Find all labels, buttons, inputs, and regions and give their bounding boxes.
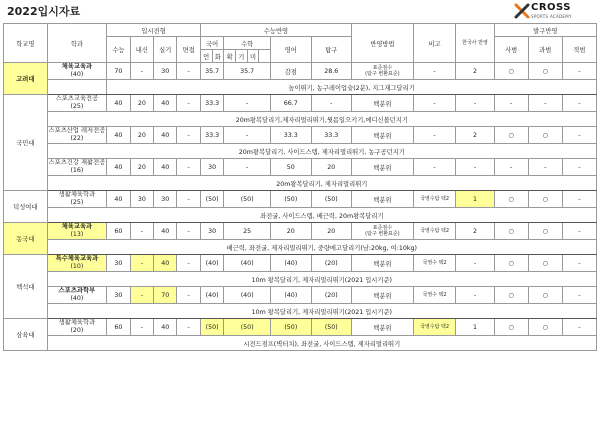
- silgi-value: 40: [154, 255, 177, 272]
- header-school: 학교명: [4, 24, 48, 63]
- bigo-value: 국영수탐 택2: [413, 319, 456, 336]
- bigo-value: -: [413, 127, 456, 144]
- hangu-value: -: [456, 287, 494, 304]
- dept-cell: [47, 319, 107, 336]
- header-naesin: 내신: [130, 37, 153, 63]
- note-text: 시전드점프(벽터치), 좌전굴, 사이드스텝, 제자리멀리뛰기: [47, 336, 596, 351]
- naesin-value: -: [130, 223, 153, 240]
- jeok-value: -: [562, 223, 596, 240]
- kor-value: (40): [200, 287, 223, 304]
- math-value: (40): [224, 287, 271, 304]
- header-gwa: 과범: [528, 37, 562, 63]
- hangu-value: 1: [456, 319, 494, 336]
- method-cell: [352, 223, 414, 240]
- su-value: 40: [107, 191, 130, 208]
- note-row: [4, 240, 597, 255]
- bigo-value: 국영수탐 택2: [413, 223, 456, 240]
- header-mi: 미: [247, 50, 259, 63]
- myeonjeop-value: -: [177, 95, 200, 112]
- logo-subtitle: SPORTS ACADEMY: [531, 14, 572, 19]
- page-title: 2022입시자료: [7, 5, 81, 18]
- kor-value: (50): [200, 319, 223, 336]
- math-value: (50): [224, 191, 271, 208]
- eng-value: (50): [271, 319, 311, 336]
- header-hangu: 한국사 반영: [456, 24, 494, 63]
- dept-count: (16): [70, 167, 84, 174]
- kor-value: 35.7: [200, 63, 223, 80]
- dept-name: 체육교육과: [61, 223, 93, 230]
- note-text: 20m왕복달리기,제자리멀리뛰기,윗몸일으키기,메디신볼던지기: [47, 112, 596, 127]
- logo-word: CROSS: [531, 2, 571, 13]
- naesin-value: 20: [130, 127, 153, 144]
- su-value: 70: [107, 63, 130, 80]
- table-row: [4, 287, 597, 304]
- hangu-value: 1: [456, 191, 494, 208]
- note-text: 좌전굴, 사이드스텝, 배근력, 20m왕복달리기: [47, 208, 596, 223]
- gwa-value: ○: [528, 255, 562, 272]
- kor-value: (40): [200, 255, 223, 272]
- school-name: 삼육대: [4, 319, 48, 351]
- silgi-value: 30: [154, 63, 177, 80]
- myeonjeop-value: -: [177, 287, 200, 304]
- eng-value: 50: [271, 159, 311, 176]
- bigo-value: -: [413, 159, 456, 176]
- eng-value: 66.7: [271, 95, 311, 112]
- sa-value: ○: [494, 287, 528, 304]
- note-text: 배근력, 좌전굴, 제자리멀리뛰기, 중량메고달리기(남:20kg, 여:10kg): [47, 240, 596, 255]
- sa-value: -: [494, 95, 528, 112]
- dept-name: 스포츠교육전공: [55, 95, 99, 102]
- naesin-value: 20: [130, 95, 153, 112]
- sa-value: ○: [494, 319, 528, 336]
- cross-logo-icon: [514, 3, 530, 19]
- bigo-value: 국영수 택2: [413, 255, 456, 272]
- myeonjeop-value: -: [177, 191, 200, 208]
- math-value: 35.7: [224, 63, 271, 80]
- sa-value: ○: [494, 127, 528, 144]
- note-row: [4, 208, 597, 223]
- header-su: 수능: [107, 37, 130, 63]
- bigo-value: 국영수 택2: [413, 287, 456, 304]
- method-sub: (탐구 변환표준): [365, 231, 400, 237]
- jeok-value: -: [562, 319, 596, 336]
- hangu-value: 2: [456, 63, 494, 80]
- dept-name: 특수체육교육과: [55, 255, 99, 262]
- tam-value: 33.3: [311, 127, 352, 144]
- dept-cell: [47, 127, 107, 144]
- naesin-value: -: [130, 63, 153, 80]
- dept-count: (10): [70, 263, 84, 270]
- bigo-value: 국영수탐 택2: [413, 191, 456, 208]
- header-tam: 탐구: [311, 37, 352, 63]
- silgi-value: 40: [154, 159, 177, 176]
- method-sub: (탐구 변환표준): [365, 71, 400, 77]
- header-myeonjeop: 면접: [177, 37, 200, 63]
- header-bigo: 비고: [413, 24, 456, 63]
- dept-count: (13): [70, 231, 84, 238]
- math-value: 25: [224, 223, 271, 240]
- method-value: 백분위: [352, 159, 414, 176]
- dept-cell: [47, 287, 107, 304]
- note-row: [4, 112, 597, 127]
- kor-value: 30: [200, 159, 223, 176]
- myeonjeop-value: -: [177, 319, 200, 336]
- tam-value: (50): [311, 191, 352, 208]
- kor-value: 33.3: [200, 127, 223, 144]
- note-row: [4, 144, 597, 159]
- school-name: 동국대: [4, 223, 48, 255]
- method-value: 표준점수: [372, 225, 393, 231]
- dept-cell: [47, 191, 107, 208]
- gwa-value: ○: [528, 319, 562, 336]
- hangu-value: -: [456, 159, 494, 176]
- header-kor: 국어: [200, 37, 223, 50]
- kor-value: 33.3: [200, 95, 223, 112]
- note-row: [4, 336, 597, 351]
- sa-value: -: [494, 159, 528, 176]
- myeonjeop-value: -: [177, 159, 200, 176]
- table-row: [4, 127, 597, 144]
- su-value: 40: [107, 95, 130, 112]
- dept-cell: [47, 255, 107, 272]
- jeok-value: -: [562, 63, 596, 80]
- hangu-value: 2: [456, 223, 494, 240]
- bigo-value: -: [413, 63, 456, 80]
- eng-value: 감점: [271, 63, 311, 80]
- math-value: -: [224, 95, 271, 112]
- note-text: 10m 왕복달리기, 제자리멀리뛰기(2021 입시기준): [47, 272, 596, 287]
- silgi-value: 40: [154, 95, 177, 112]
- jeok-value: -: [562, 127, 596, 144]
- su-value: 60: [107, 223, 130, 240]
- silgi-value: 30: [154, 191, 177, 208]
- table-row: [4, 191, 597, 208]
- tam-value: -: [311, 95, 352, 112]
- dept-name: 생활체육학과: [58, 191, 96, 198]
- su-value: 30: [107, 287, 130, 304]
- header-eng: 영어: [271, 37, 311, 63]
- header-reflect-sports: 발구반영: [494, 24, 596, 37]
- math-value: (40): [224, 255, 271, 272]
- naesin-value: 30: [130, 191, 153, 208]
- dept-count: (20): [70, 327, 84, 334]
- header-suneung-reflect: 수능반영: [200, 24, 351, 37]
- gwa-value: -: [528, 95, 562, 112]
- tam-value: 28.6: [311, 63, 352, 80]
- dept-count: (25): [70, 103, 84, 110]
- note-text: 10m 왕복달리기, 제자리멀리뛰기(2021 입시기준): [47, 304, 596, 319]
- silgi-value: 70: [154, 287, 177, 304]
- myeonjeop-value: -: [177, 63, 200, 80]
- silgi-value: 40: [154, 127, 177, 144]
- tam-value: 20: [311, 159, 352, 176]
- jeok-value: -: [562, 255, 596, 272]
- note-row: [4, 80, 597, 95]
- eng-value: (50): [271, 191, 311, 208]
- math-value: -: [224, 127, 271, 144]
- gwa-value: ○: [528, 191, 562, 208]
- tam-value: 20: [311, 223, 352, 240]
- myeonjeop-value: -: [177, 223, 200, 240]
- sa-value: ○: [494, 63, 528, 80]
- naesin-value: -: [130, 319, 153, 336]
- header-eon: 언: [200, 50, 212, 63]
- silgi-value: 40: [154, 223, 177, 240]
- gwa-value: ○: [528, 63, 562, 80]
- dept-name: 스포츠산업 레저전공: [48, 127, 106, 134]
- dept-name: 생활체육학과: [58, 319, 96, 326]
- silgi-value: 40: [154, 319, 177, 336]
- method-value: 표준점수: [372, 65, 393, 71]
- naesin-value: -: [130, 287, 153, 304]
- dept-count: (40): [70, 295, 84, 302]
- header-sa: 사범: [494, 37, 528, 63]
- method-value: 백분위: [352, 127, 414, 144]
- method-value: 백분위: [352, 319, 414, 336]
- header-hwak: 확: [224, 50, 236, 63]
- su-value: 60: [107, 319, 130, 336]
- table-row: [4, 319, 597, 336]
- su-value: 40: [107, 159, 130, 176]
- note-text: 20m왕복달리기, 사이드스텝, 제자리멀리뛰기, 농구공던지기: [47, 144, 596, 159]
- note-text: 높이뛰기, 농구레이업슛(2분), 지그재그달리기: [107, 80, 597, 95]
- myeonjeop-value: -: [177, 255, 200, 272]
- math-value: (50): [224, 319, 271, 336]
- hangu-value: -: [456, 255, 494, 272]
- gwa-value: ○: [528, 223, 562, 240]
- dept-name: 스포츠건강 재활전공: [48, 159, 106, 166]
- table-row: [4, 95, 597, 112]
- su-value: 40: [107, 127, 130, 144]
- dept-name: 스포츠과학부: [58, 287, 96, 294]
- header-math: 수학: [224, 37, 271, 50]
- eng-value: 33.3: [271, 127, 311, 144]
- admission-table: [3, 23, 597, 351]
- su-value: 30: [107, 255, 130, 272]
- eng-value: (40): [271, 287, 311, 304]
- jeok-value: -: [562, 95, 596, 112]
- dept-cell: [47, 223, 107, 240]
- header-dept: 학과: [47, 24, 107, 63]
- gwa-value: ○: [528, 287, 562, 304]
- gwa-value: -: [528, 159, 562, 176]
- header-blank: [259, 50, 271, 63]
- jeok-value: -: [562, 159, 596, 176]
- dept-cell: [47, 159, 107, 176]
- naesin-value: 20: [130, 159, 153, 176]
- kor-value: (50): [200, 191, 223, 208]
- jeok-value: -: [562, 287, 596, 304]
- school-name: 고려대: [4, 63, 48, 95]
- note-row: [4, 176, 597, 191]
- kor-value: 30: [200, 223, 223, 240]
- eng-value: 20: [271, 223, 311, 240]
- school-name: 국민대: [4, 95, 48, 191]
- sa-value: ○: [494, 191, 528, 208]
- eng-value: (40): [271, 255, 311, 272]
- math-value: -: [224, 159, 271, 176]
- gwa-value: ○: [528, 127, 562, 144]
- myeonjeop-value: -: [177, 127, 200, 144]
- header-hwa: 화: [212, 50, 224, 63]
- header-admission: 입시전형: [107, 24, 201, 37]
- sa-value: ○: [494, 255, 528, 272]
- naesin-value: -: [130, 255, 153, 272]
- dept-count: (22): [70, 135, 84, 142]
- jeok-value: -: [562, 191, 596, 208]
- dept-count: (25): [70, 199, 84, 206]
- header-jeok: 적범: [562, 37, 596, 63]
- table-row: [4, 63, 597, 80]
- note-row: [4, 272, 597, 287]
- sa-value: ○: [494, 223, 528, 240]
- logo: [514, 2, 596, 24]
- tam-value: (20): [311, 255, 352, 272]
- note-row: [4, 304, 597, 319]
- note-text: 20m왕복달리기, 제자리멀리뛰기: [47, 176, 596, 191]
- school-name: 덕성여대: [4, 191, 48, 223]
- hangu-value: 2: [456, 127, 494, 144]
- dept-name: 체육교육과: [61, 63, 93, 70]
- header-method: 반영방법: [352, 24, 414, 63]
- tam-value: (20): [311, 287, 352, 304]
- dept-cell: [47, 95, 107, 112]
- hangu-value: -: [456, 95, 494, 112]
- tam-value: (50): [311, 319, 352, 336]
- method-value: 백분위: [352, 191, 414, 208]
- table-row: [4, 223, 597, 240]
- method-value: 백분위: [352, 255, 414, 272]
- dept-count: (40): [70, 71, 84, 78]
- header-gi: 기: [235, 50, 247, 63]
- table-row: [4, 159, 597, 176]
- method-value: 백분위: [352, 95, 414, 112]
- header-silgi: 실기: [154, 37, 177, 63]
- method-cell: [352, 63, 414, 80]
- dept-cell: [47, 63, 107, 80]
- method-value: 백분위: [352, 287, 414, 304]
- school-name: 백석대: [4, 255, 48, 319]
- table-row: [4, 255, 597, 272]
- bigo-value: -: [413, 95, 456, 112]
